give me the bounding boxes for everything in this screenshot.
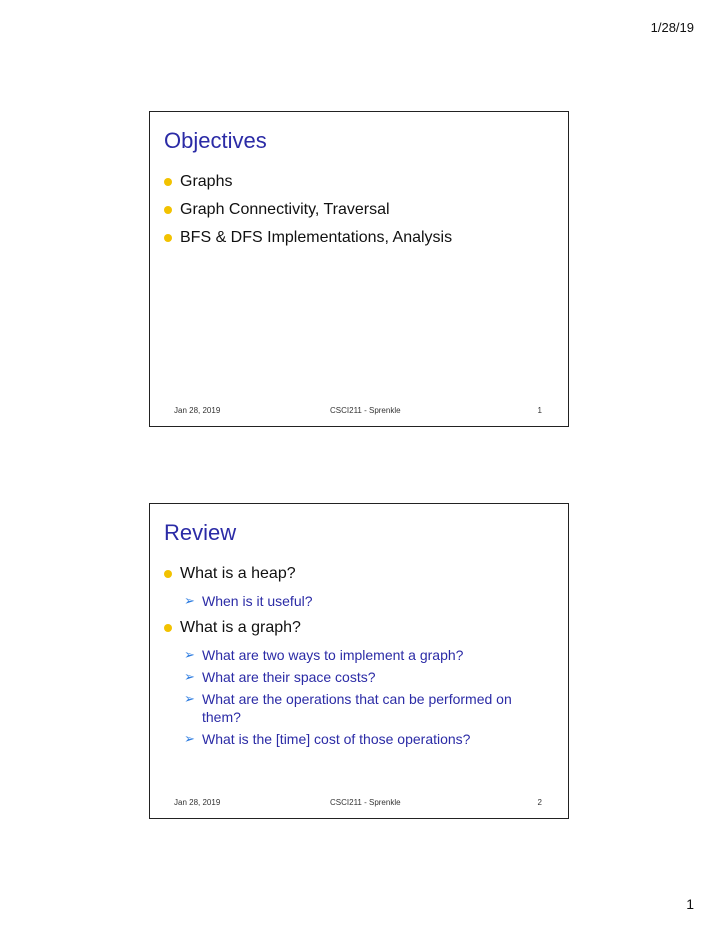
slide-footer [150, 798, 568, 810]
bullet-list [164, 560, 554, 752]
page-date: 1/28/19 [650, 20, 694, 35]
arrow-bullet-icon: ➢ [184, 731, 195, 746]
bullet-text: BFS & DFS Implementations, Analysis [180, 229, 453, 246]
sub-bullet-item [164, 690, 554, 726]
sub-bullet-item [164, 730, 554, 748]
sub-bullet-item [164, 592, 554, 610]
bullet-dot-icon [164, 570, 172, 578]
footer-course: CSCI211 - Sprenkle [330, 798, 401, 807]
sub-bullet-text: What are their space costs? [202, 669, 376, 685]
arrow-bullet-icon: ➢ [184, 691, 195, 706]
sub-bullet-text: When is it useful? [202, 593, 313, 609]
bullet-item [164, 224, 554, 252]
bullet-dot-icon [164, 624, 172, 632]
bullet-item [164, 614, 554, 642]
bullet-dot-icon [164, 178, 172, 186]
bullet-item [164, 196, 554, 224]
bullet-dot-icon [164, 206, 172, 214]
arrow-bullet-icon: ➢ [184, 669, 195, 684]
page-number: 1 [686, 896, 694, 912]
arrow-bullet-icon: ➢ [184, 647, 195, 662]
sub-bullet-item [164, 646, 554, 664]
sub-bullet-text: What is the [time] cost of those operations? [202, 731, 471, 747]
bullet-text: What is a graph? [180, 619, 301, 636]
bullet-list [164, 168, 554, 252]
bullet-text: Graphs [180, 173, 233, 190]
slide-title: Objectives [164, 128, 267, 153]
bullet-text: What is a heap? [180, 565, 296, 582]
sub-bullet-item [164, 668, 554, 686]
slide-1 [149, 111, 569, 427]
slide-2 [149, 503, 569, 819]
footer-date: Jan 28, 2019 [174, 406, 221, 415]
footer-course: CSCI211 - Sprenkle [330, 406, 401, 415]
slide-footer [150, 406, 568, 418]
footer-slide-number: 2 [537, 798, 542, 807]
bullet-text: Graph Connectivity, Traversal [180, 201, 390, 218]
footer-slide-number: 1 [537, 406, 542, 415]
slide-title: Review [164, 520, 237, 545]
bullet-item [164, 168, 554, 196]
arrow-bullet-icon: ➢ [184, 593, 195, 608]
bullet-dot-icon [164, 234, 172, 242]
footer-date: Jan 28, 2019 [174, 798, 221, 807]
bullet-item [164, 560, 554, 588]
sub-bullet-text: What are the operations that can be performed on them? [202, 691, 512, 725]
sub-bullet-text: What are two ways to implement a graph? [202, 647, 464, 663]
